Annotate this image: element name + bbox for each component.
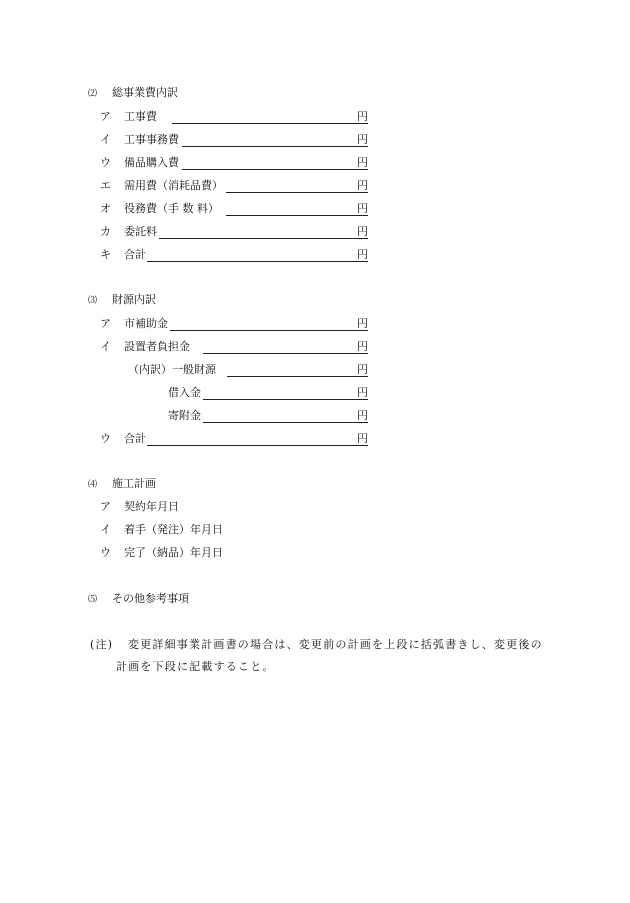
item-mark: ウ [100,546,111,559]
amount-blank-line [203,399,357,400]
section-5-title: その他参考事項 [112,592,189,605]
item-mark: イ [100,523,111,536]
item-label: 工事費 [124,110,157,123]
item-label: 契約年月日 [124,500,179,513]
item-mark: ウ [100,156,111,169]
section-2-heading [88,86,178,101]
amount-blank-line [182,169,357,170]
section-4-title: 施工計画 [112,477,156,490]
item-label: （内訳）一般財源 [128,363,216,376]
amount-blank-line [182,146,357,147]
section-3-number: ⑶ [88,296,98,306]
item-mark: イ [100,340,111,353]
schedule-item-completion-date [100,546,223,560]
item-label: 完了（納品）年月日 [124,546,223,559]
note-line-1: 変更詳細事業計画書の場合は、変更前の計画を上段に括弧書きし、変更後の [128,638,543,651]
item-label: 委託料 [124,225,157,238]
schedule-item-start-date [100,523,223,537]
amount-blank-line [147,445,357,446]
section-3-heading [88,293,156,308]
section-3-title: 財源内訳 [112,293,156,306]
amount-blank-line [172,123,357,124]
amount-blank-line [203,353,357,354]
yen-unit: 円 [357,432,368,445]
item-mark: エ [100,179,111,192]
section-4-heading [88,477,156,492]
item-mark: カ [100,225,111,238]
item-label: 合計 [124,248,146,261]
item-mark: ウ [100,432,111,445]
yen-unit: 円 [357,340,368,353]
amount-blank-line [159,238,357,239]
item-label: 寄附金 [168,409,201,422]
section-4-number: ⑷ [88,480,98,490]
item-label: 設置者負担金 [124,340,190,353]
section-5-number: ⑸ [88,595,98,605]
item-label: 工事事務費 [124,133,179,146]
yen-unit: 円 [357,133,368,146]
yen-unit: 円 [357,248,368,261]
amount-blank-line [226,215,357,216]
amount-blank-line [147,261,357,262]
yen-unit: 円 [357,409,368,422]
item-mark: オ [100,202,111,215]
item-label: 着手（発注）年月日 [124,523,223,536]
note-label: (注) [90,638,114,651]
amount-blank-line [203,422,357,423]
section-5-heading [88,592,189,607]
yen-unit: 円 [357,225,368,238]
yen-unit: 円 [357,363,368,376]
schedule-item-contract-date [100,500,179,514]
yen-unit: 円 [357,179,368,192]
item-mark: ア [100,500,111,513]
item-label: 合計 [124,432,146,445]
item-mark: ア [100,110,111,123]
section-2-title: 総事業費内訳 [112,86,178,99]
item-label: 役務費（手 数 料） [124,202,219,215]
amount-blank-line [227,376,357,377]
section-2-number: ⑵ [88,89,98,99]
yen-unit: 円 [357,386,368,399]
item-mark: イ [100,133,111,146]
yen-unit: 円 [357,202,368,215]
item-label: 市補助金 [124,317,168,330]
item-label: 借入金 [168,386,201,399]
yen-unit: 円 [357,156,368,169]
item-mark: キ [100,248,111,261]
note-block [90,634,560,678]
yen-unit: 円 [357,317,368,330]
item-label: 備品購入費 [124,156,179,169]
amount-blank-line [226,192,357,193]
item-mark: ア [100,317,111,330]
note-line-2: 計画を下段に記載すること。 [116,660,275,673]
amount-blank-line [170,330,357,331]
item-label: 需用費（消耗品費） [124,179,223,192]
yen-unit: 円 [357,110,368,123]
